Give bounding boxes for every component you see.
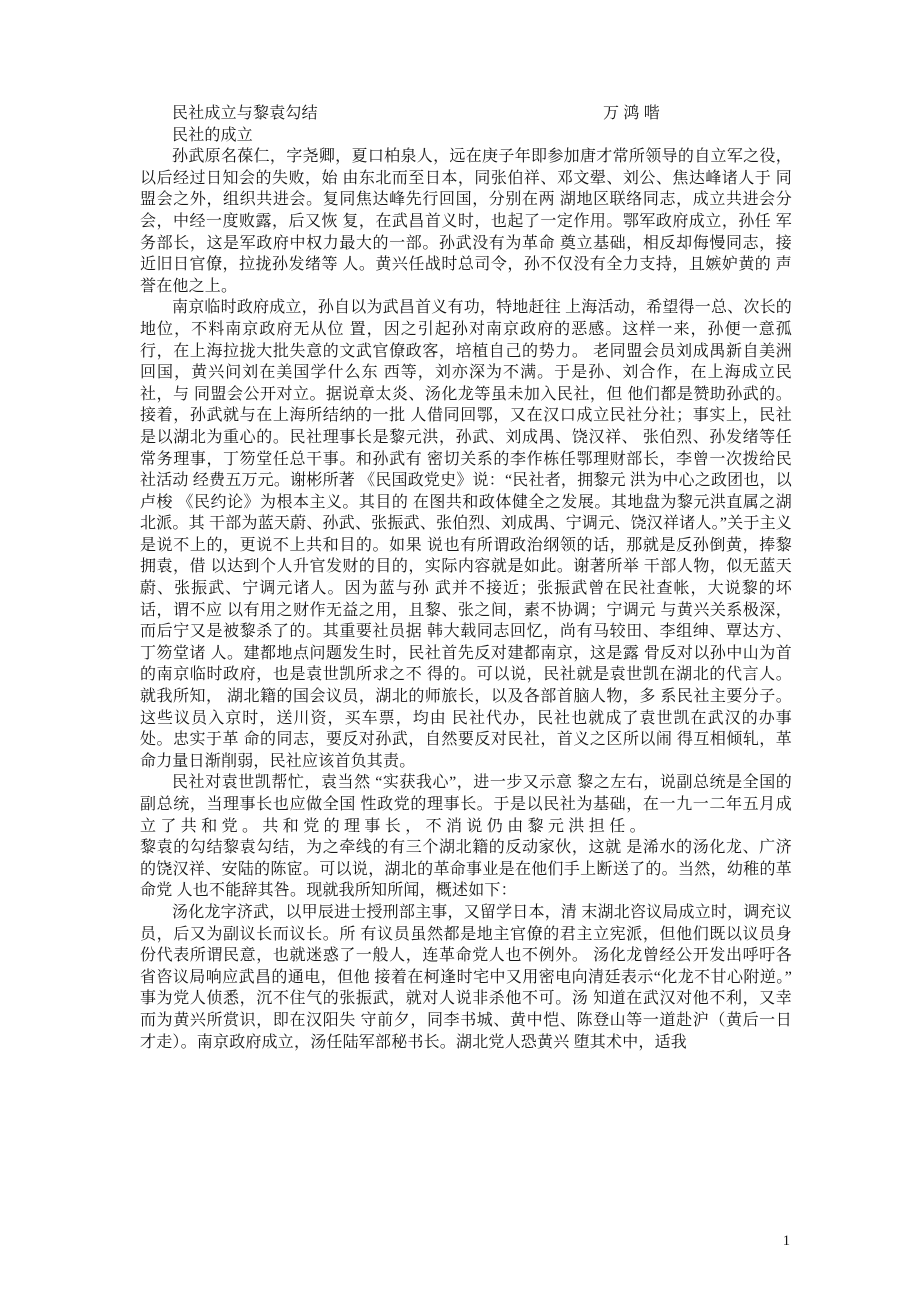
paragraph-yuan-support: 民社对袁世凯帮忙，袁当然 “实获我心”，进一步又示意 黎之左右，说副总统是全国的副总统，当理事长也应做全国 性政党的理事长。于是以民社为基础，在一九一二年五月成 立 了 共 和 党 。 共 和 党 的 理 事 长 ， 不 消 说 仍 由 黎 元 洪 担 任 。: [140, 774, 792, 835]
section-heading: 民社的成立: [172, 126, 254, 144]
paragraph-sunwu-origin: 孙武原名葆仁，字尧卿，夏口柏泉人，远在庚子年即参加唐才常所领导的自立军之役，以后经过日知会的失败，始 由东北而至日本，同张伯祥、邓文翚、刘公、焦达峰诸人于 同盟会之外，组织共进会。复同焦达峰先行回国，分别在两 湖地区联络同志，成立共进会分会，中经一度败露，后又恢 复，在武昌首义时，也起了一定作用。鄂军政府成立，孙任 军务部长，这是军政府中权力最大的一部。孙武没有为革命 奠立基础，相反却侮慢同志，接近旧日官僚，拉拢孙发绪等 人。黄兴任战时总司令，孙不仅没有全力支持，且嫉妒黄的 声誉在他之上。: [140, 148, 792, 295]
title-row: [140, 103, 792, 125]
document-content: [140, 103, 792, 1053]
document-title: 民社成立与黎袁勾结: [172, 105, 318, 122]
paragraph-tanghualong: 汤化龙字济武，以甲辰进士授刑部主事，又留学日本，清 末湖北咨议局成立时，调充议员，后又为副议长而议长。所 有议员虽然都是地主官僚的君主立宪派，但他们既以议员身 份代表所谓民意，也就迷惑了一般人，连革命党人也不例外。 汤化龙曾经公开发出呼吁各省咨议局响应武昌的通电，但他 接着在柯逢时宅中又用密电向清廷表示“化龙不甘心附逆。” 事为党人侦悉，沉不住气的张振武，就对人说非杀他不可。汤 知道在武汉对他不利，又幸而为黄兴所赏识，即在汉阳失 守前夕，同李书城、黄中恺、陈登山等一道赴沪（黄后一日 才走）。南京政府成立，汤任陆军部秘书长。湖北党人恐黄兴 堕其术中，适我: [140, 903, 792, 1051]
paragraph-liyuan-collusion: 黎袁的勾结黎袁勾结，为之牵线的有三个湖北籍的反动家伙，这就 是浠水的汤化龙、广济的饶汉祥、安陆的陈宧。可以说，湖北的革命事业是在他们手上断送了的。当然，幼稚的革命党 人也不能辞其咎。现就我所知所闻，概述如下：: [140, 839, 792, 900]
paragraph-minshe-founding: 南京临时政府成立，孙自以为武昌首义有功，特地赶往 上海活动，希望得一总、次长的地位，不料南京政府无从位 置，因之引起孙对南京政府的恶感。这样一来，孙便一意孤行，在上海拉拢大批失意的文武官僚政客，培植自己的势力。 老同盟会员刘成禺新自美洲回国，黄兴问刘在美国学什么东 西等，刘亦深为不满。于是孙、刘合作，在上海成立民社，与 同盟会公开对立。据说章太炎、汤化龙等虽未加入民社，但 他们都是赞助孙武的。接着，孙武就与在上海所结纳的一批 人借同回鄂，又在汉口成立民社分社；事实上，民社是以湖北为重心的。民社理事长是黎元洪，孙武、刘成禺、饶汉祥、 张伯烈、孙发绪等任常务理事，丁笏堂任总干事。和孙武有 密切关系的李作栋任鄂理财部长，李曾一次拨给民社活动 经费五万元。谢彬所著 《民国政党史》说：“民社者，拥黎元 洪为中心之政团也，以卢梭 《民约论》为根本主义。其目的 在图共和政体健全之发展。其地盘为黎元洪直属之湖北派。其 干部为蓝天蔚、孙武、张振武、张伯烈、刘成禺、宁调元、饶汉祥诸人。”关于主义是说不上的，更说不上共和目的。如果 说也有所谓政治纲领的话，那就是反孙倒黄，捧黎拥袁，借 以达到个人升官发财的目的，实际内容就是如此。谢著所举 干部人物，似无蓝天蔚、张振武、宁调元诸人。因为蓝与孙 武并不接近；张振武曾在民社查帐，大说黎的坏话，谓不应 以有用之财作无益之用，且黎、张之间，素不协调；宁调元 与黄兴关系极深，而后宁又是被黎杀了的。其重要社员据 韩大载同志回忆，尚有马较田、李组绅、覃达方、丁笏堂诸 人。建都地点问题发生时，民社首先反对建都南京，这是露 骨反对以孙中山为首的南京临时政府，也是袁世凯所求之不 得的。可以说，民社就是袁世凯在湖北的代言人。就我所知， 湖北籍的国会议员，湖北的师旅长，以及各部首脑人物，多 系民社主要分子。这些议员入京时，送川资，买车票，均由 民社代办，民社也就成了袁世凯在武汉的办事处。忠实于革 命的同志，要反对孙武，自然要反对民社，首义之区所以闹 得互相倾轧，革命力量日渐削弱，民社应该首负其责。: [140, 299, 792, 770]
author-name: 万 鸿 喈: [602, 105, 660, 122]
page-number: 1: [782, 1233, 790, 1249]
